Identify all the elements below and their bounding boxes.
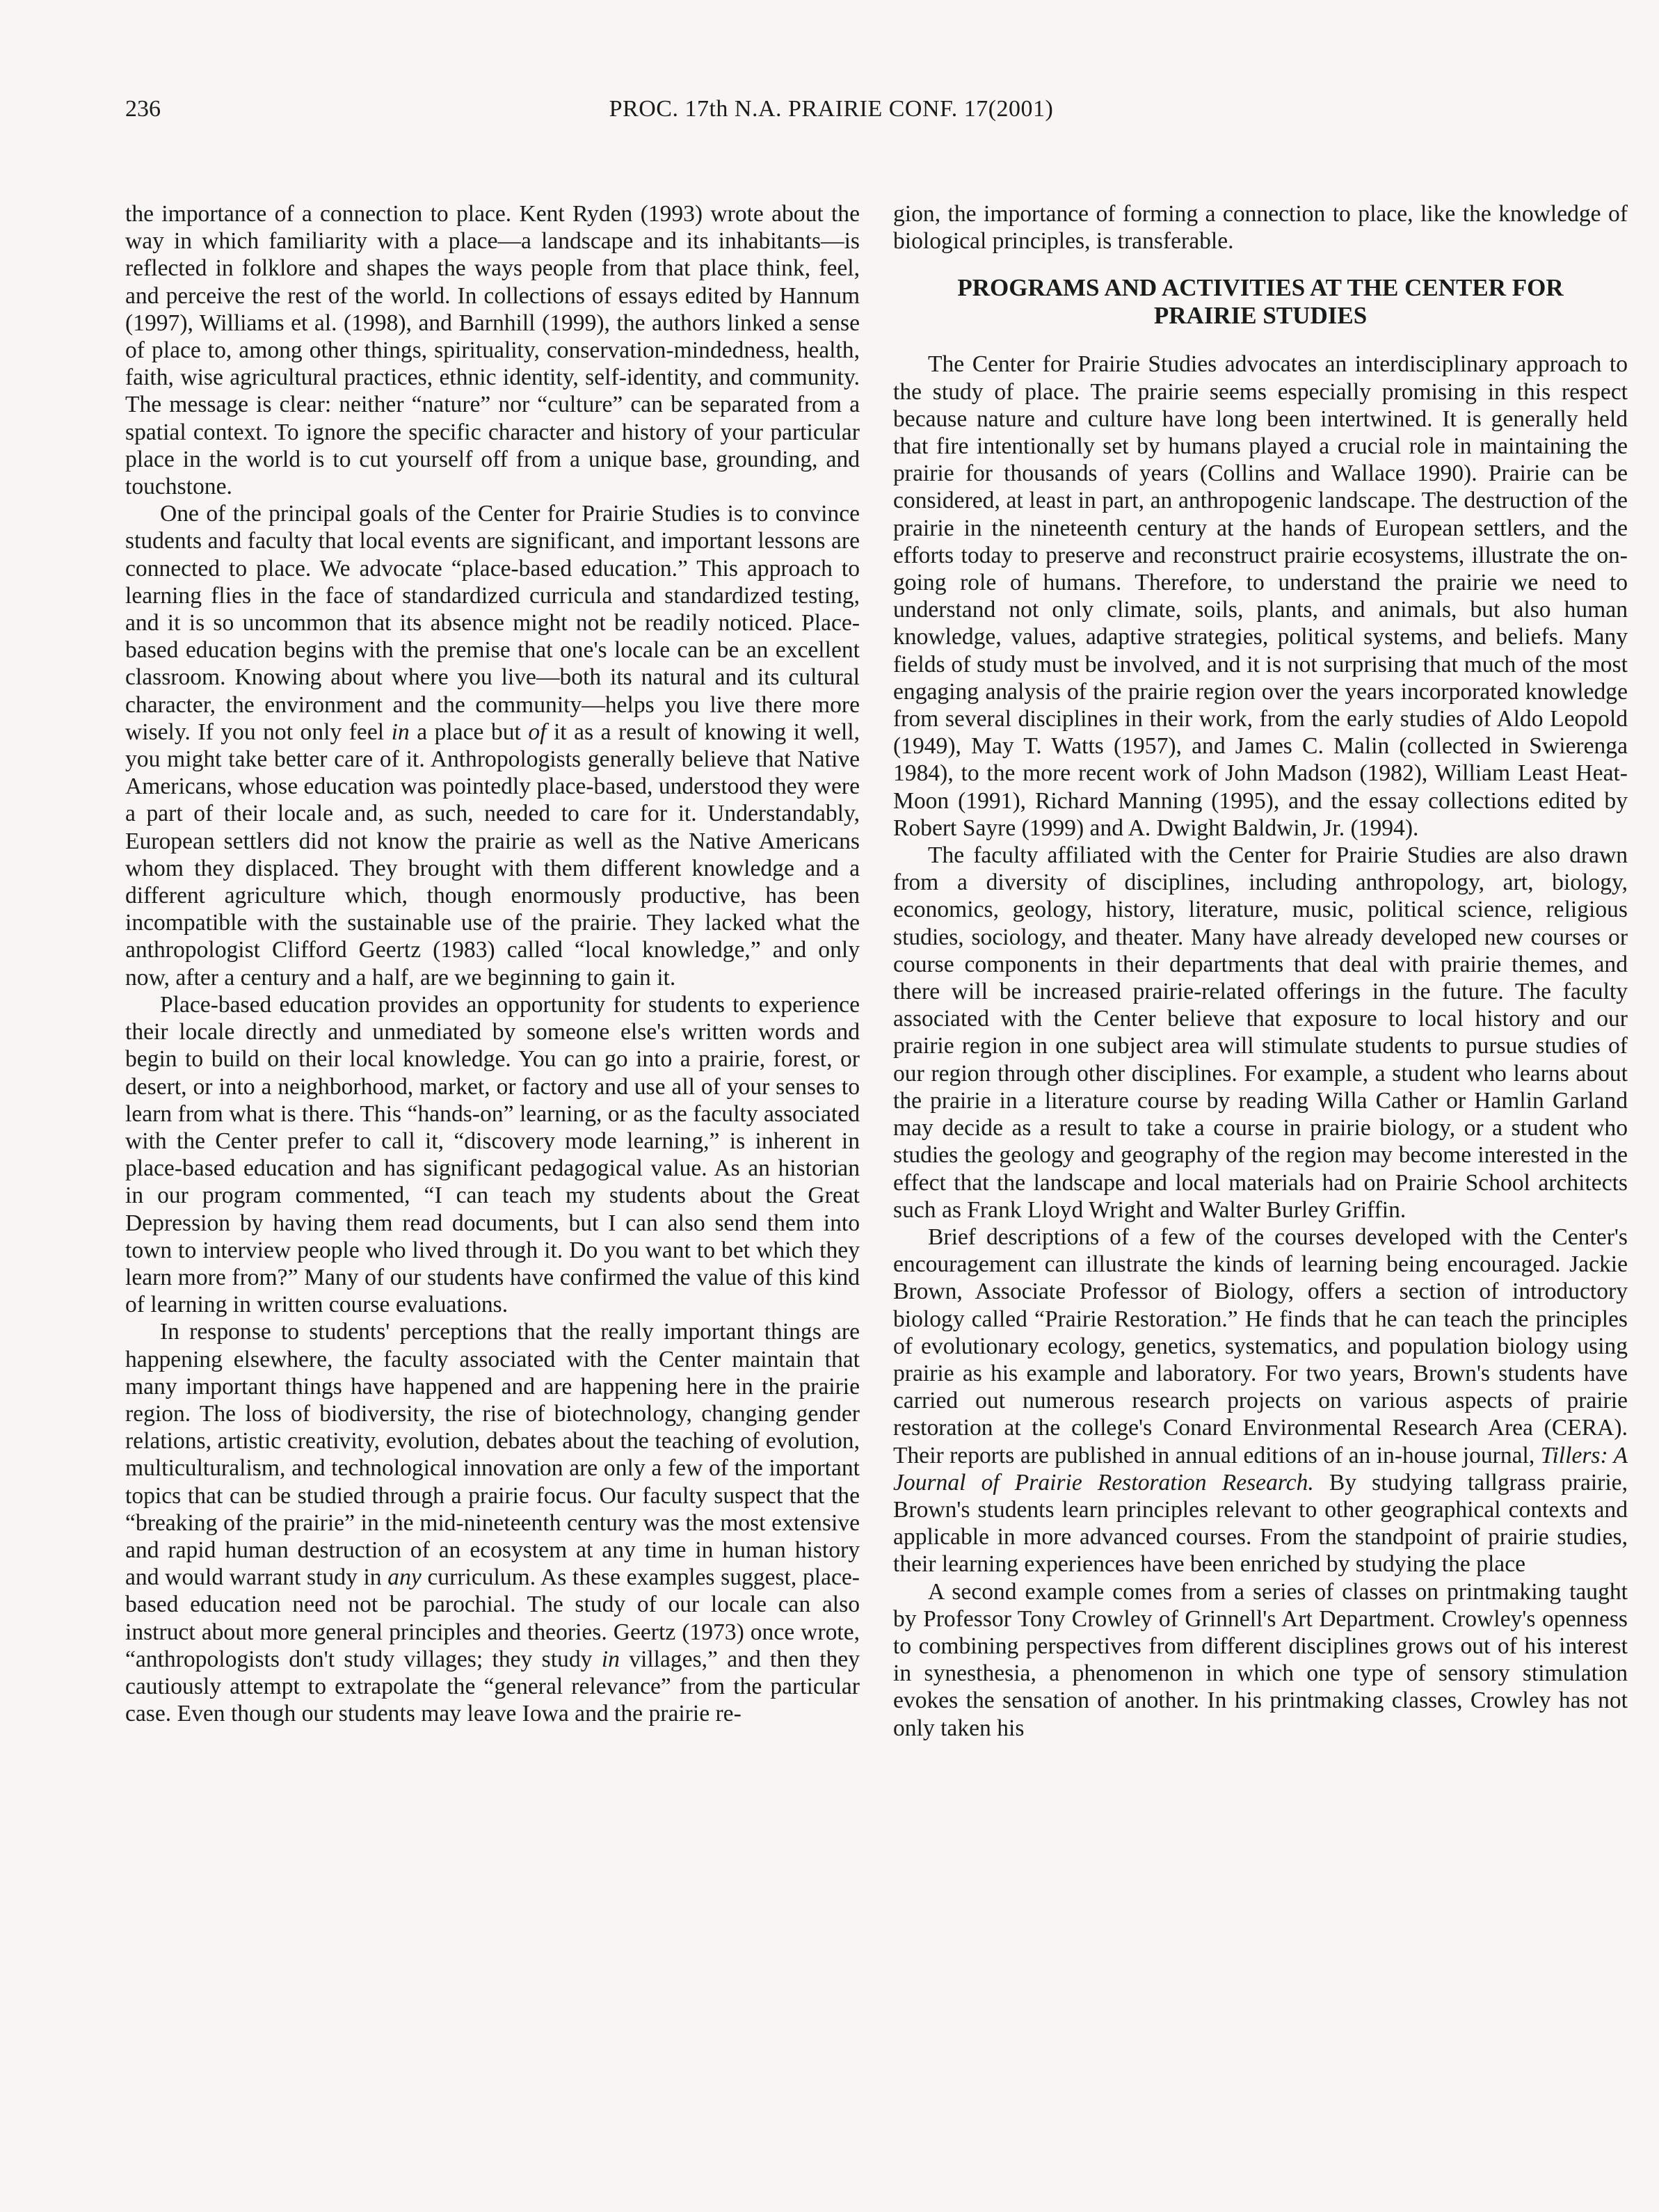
running-head — [125, 96, 1537, 131]
section-heading: PROGRAMS AND ACTIVITIES AT THE CENTER FOR PRAIRIE STUDIES — [957, 274, 1564, 330]
left-column — [125, 200, 860, 1727]
paragraph: Brief descriptions of a few of the courses developed with the Center's encouragement can illustrate the kinds of learning being encouraged. Jackie Brown, Associate Professor of Biology, offers a section of introductory biology called “Prairie Restoration.” He finds that he can teach the principles of evolutionary ecology, genetics, systematics, and population biology using prairie as his example and laboratory. For two years, Brown's students have carried out numerous research projects on various aspects of prairie restoration at the college's Conard Environmental Research Area (CERA). Their reports are published in annual editions of an in-house journal, Tillers: A Journal of Prairie Restoration Research. By studying tallgrass prairie, Brown's students learn principles relevant to other geographical contexts and applicable in more advanced courses. From the standpoint of prairie studies, their learning experiences have been enriched by studying the place — [893, 1224, 1628, 1578]
paragraph: A second example comes from a series of classes on printmaking taught by Professor Tony Crowley of Grinnell's Art Department. Crowley's openness to combining perspectives from different disciplines grows out of his interest in synesthesia, a phenomenon in which one type of sensory stimulation evokes the sensation of another. In his printmaking classes, Crowley has not only taken his — [893, 1578, 1628, 1741]
paragraph: Place-based education provides an opportunity for students to experience their locale directly and unmediated by someone else's written words and begin to build on their local knowledge. You can go into a prairie, forest, or desert, or into a neighborhood, market, or factory and use all of your senses to learn from what is there. This “hands-on” learning, or as the faculty associated with the Center prefer to call it, “discovery mode learning,” is inherent in place-based education and has significant pedagogical value. As an historian in our program commented, “I can teach my students about the Great Depression by having them read documents, but I can also send them into town to interview people who lived through it. Do you want to bet which they learn more from?” Many of our students have confirmed the value of this kind of learning in written course evaluations. — [125, 991, 860, 1318]
journal-citation: PROC. 17th N.A. PRAIRIE CONF. 17(2001) — [609, 96, 1054, 122]
right-column — [893, 200, 1628, 1742]
page-number: 236 — [125, 96, 161, 122]
paragraph: the importance of a connection to place. Kent Ryden (1993) wrote about the way in which familiarity with a place—a landscape and its inhabitants—is reflected in folklore and shapes the ways people from that place think, feel, and perceive the rest of the world. In collections of essays edited by Hannum (1997), Williams et al. (1998), and Barnhill (1999), the authors linked a sense of place to, among other things, spirituality, conservation-mindedness, health, faith, wise agricultural practices, ethnic identity, self-identity, and community. The message is clear: neither “nature” nor “culture” can be separated from a spatial context. To ignore the specific character and history of your particular place in the world is to cut yourself off from a unique base, grounding, and touchstone. — [125, 201, 860, 500]
paragraph: The Center for Prairie Studies advocates an interdisciplinary approach to the study of place. The prairie seems especially promising in this respect because nature and culture have long been intertwined. It is generally held that fire intentionally set by humans played a crucial role in maintaining the prairie for thousands of years (Collins and Wallace 1990). Prairie can be considered, at least in part, an anthropogenic landscape. The destruction of the prairie in the nineteenth century at the hands of European settlers, and the efforts today to preserve and reconstruct prairie ecosystems, illustrate the on-going role of humans. Therefore, to understand the prairie we need to understand not only climate, soils, plants, and animals, but also human knowledge, values, adaptive strategies, political systems, and beliefs. Many fields of study must be involved, and it is not surprising that much of the most engaging analysis of the prairie region over the years incorporated knowledge from several disciplines in their work, from the early studies of Aldo Leopold (1949), May T. Watts (1957), and James C. Malin (collected in Swierenga 1984), to the more recent work of John Madson (1982), William Least Heat-Moon (1991), Richard Manning (1995), and the essay collections edited by Robert Sayre (1999) and A. Dwight Baldwin, Jr. (1994). — [893, 351, 1628, 841]
paragraph: One of the principal goals of the Center for Prairie Studies is to convince students and faculty that local events are significant, and important lessons are connected to place. We advocate “place-based education.” This approach to learning flies in the face of standardized curricula and standardized testing, and it is so uncommon that its absence might not be readily noticed. Place-based education begins with the premise that one's locale can be an excellent classroom. Knowing about where you live—both its natural and its cultural character, the environment and the community—helps you live there more wisely. If you not only feel in a place but of it as a result of knowing it well, you might take better care of it. Anthropologists generally believe that Native Americans, whose education was pointedly place-based, understood they were a part of their locale and, as such, needed to care for it. Understandably, European settlers did not know the prairie as well as the Native Americans whom they displaced. They brought with them different knowledge and a different agriculture which, though enormously productive, has been incompatible with the sustainable use of the prairie. They lacked what the anthropologist Clifford Geertz (1983) called “local knowledge,” and only now, after a century and a half, are we beginning to gain it. — [125, 501, 860, 991]
journal-title: Tillers: A Journal of Prairie Restoration Research. — [893, 1442, 1628, 1496]
paragraph: gion, the importance of forming a connection to place, like the knowledge of biological principles, is transferable. — [893, 201, 1628, 255]
paragraph: In response to students' perceptions that the really important things are happening elsewhere, the faculty associated with the Center maintain that many important things have happened and are happening here in the prairie region. The loss of biodiversity, the rise of biotechnology, changing gender relations, artistic creativity, evolution, debates about the teaching of evolution, multiculturalism, and technological innovation are only a few of the important topics that can be studied through a prairie focus. Our faculty suspect that the “breaking of the prairie” in the mid-nineteenth century was the most extensive and rapid human destruction of an ecosystem at any time in human history and would warrant study in any curriculum. As these examples suggest, place-based education need not be parochial. The study of our locale can also instruct about more general principles and theories. Geertz (1973) once wrote, “anthropologists don't study villages; they study in villages,” and then they cautiously attempt to extrapolate the “general relevance” from the particular case. Even though our students may leave Iowa and the prairie re- — [125, 1319, 860, 1727]
paragraph: The faculty affiliated with the Center for Prairie Studies are also drawn from a diversity of disciplines, including anthropology, art, biology, economics, geology, history, literature, music, political science, religious studies, sociology, and theater. Many have already developed new courses or course components in their departments that deal with prairie themes, and there will be increased prairie-related offerings in the future. The faculty associated with the Center believe that exposure to local history and our prairie region in one subject area will stimulate students to pursue studies of our region through other disciplines. For example, a student who learns about the prairie in a literature course by reading Willa Cather or Hamlin Garland may decide as a result to take a course in prairie biology, or a student who studies the geology and geography of the region may become interested in the effect that the landscape and local materials had on Prairie School architects such as Frank Lloyd Wright and Walter Burley Griffin. — [893, 842, 1628, 1223]
